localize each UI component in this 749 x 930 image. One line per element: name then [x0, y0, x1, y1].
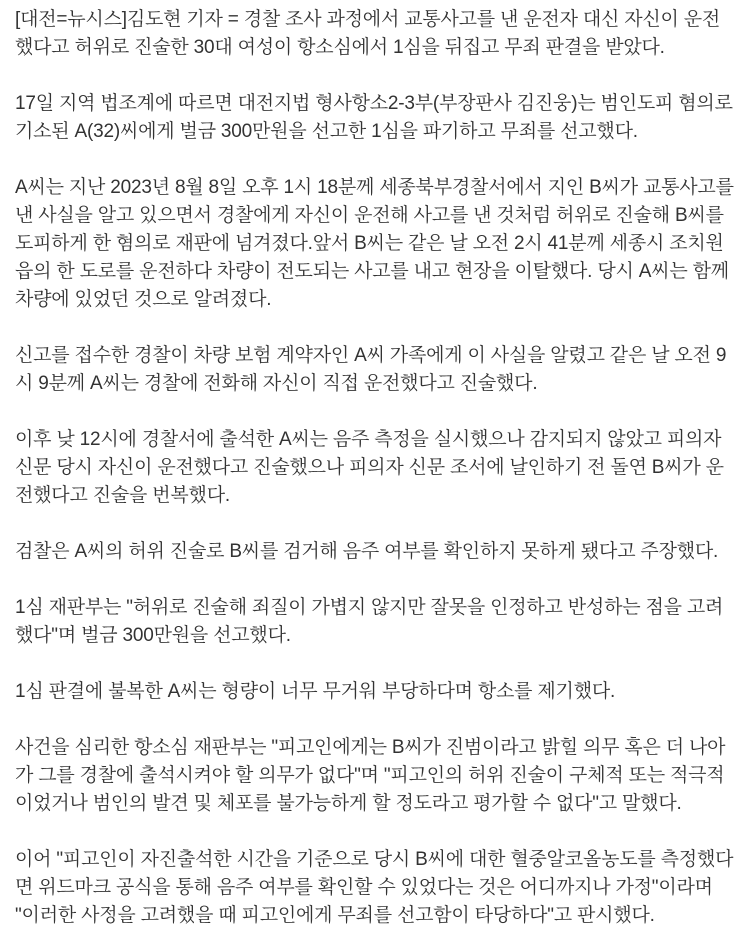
article-paragraph: 1심 판결에 불복한 A씨는 형량이 너무 무거워 부당하다며 항소를 제기했다.	[15, 681, 616, 702]
article-paragraph: A씨는 지난 2023년 8월 8일 오후 1시 18분께 세종북부경찰서에서 지인 B씨가 교통사고를 낸 사실을 알고 있으면서 경찰에게 자신이 운전해 사고를 낸 것처럼 허위로 진술해 B씨를 도피하게 한 혐의로 재판에 넘겨졌다.앞서 B씨는 같은 날 오전 2시 41분께 세종시 조치원읍의 한 도로를 운전하다 차량이 전도되는 사고를 내고 현장을 이탈했다. 당시 A씨는 함께 차량에 있었던 것으로 알려졌다.	[15, 177, 734, 310]
article-paragraph: 이어 "피고인이 자진출석한 시간을 기준으로 당시 B씨에 대한 혈중알코올농도를 측정했다면 위드마크 공식을 통해 음주 여부를 확인할 수 있었다는 것은 어디까지나 가정"이라며 "이러한 사정을 고려했을 때 피고인에게 무죄를 선고함이 타당하다"고 판시했다.	[15, 849, 734, 926]
article-paragraph: 검찰은 A씨의 허위 진술로 B씨를 검거해 음주 여부를 확인하지 못하게 됐다고 주장했다.	[15, 541, 719, 562]
article-paragraph: 신고를 접수한 경찰이 차량 보험 계약자인 A씨 가족에게 이 사실을 알렸고 같은 날 오전 9시 9분께 A씨는 경찰에 전화해 자신이 직접 운전했다고 진술했다.	[15, 345, 727, 394]
article-paragraph: 17일 지역 법조계에 따르면 대전지법 형사항소2-3부(부장판사 김진웅)는 범인도피 혐의로 기소된 A(32)씨에게 벌금 300만원을 선고한 1심을 파기하고 무죄를 선고했다.	[15, 93, 733, 142]
article-paragraph-lead: [대전=뉴시스]김도현 기자 = 경찰 조사 과정에서 교통사고를 낸 운전자 대신 자신이 운전했다고 허위로 진술한 30대 여성이 항소심에서 1심을 뒤집고 무죄 판결을 받았다.	[15, 9, 721, 58]
article-paragraph: 사건을 심리한 항소심 재판부는 "피고인에게는 B씨가 진범이라고 밝힐 의무 혹은 더 나아가 그를 경찰에 출석시켜야 할 의무가 없다"며 "피고인의 허위 진술이 구체적 또는 적극적이었거나 범인의 발견 및 체포를 불가능하게 할 정도라고 평가할 수 없다"고 말했다.	[15, 737, 726, 814]
article-paragraph: 이후 낮 12시에 경찰서에 출석한 A씨는 음주 측정을 실시했으나 감지되지 않았고 피의자 신문 당시 자신이 운전했다고 진술했으나 피의자 신문 조서에 날인하기 전 돌연 B씨가 운전했다고 진술을 번복했다.	[15, 429, 724, 506]
article-paragraph: 1심 재판부는 "허위로 진술해 죄질이 가볍지 않지만 잘못을 인정하고 반성하는 점을 고려했다"며 벌금 300만원을 선고했다.	[15, 597, 724, 646]
